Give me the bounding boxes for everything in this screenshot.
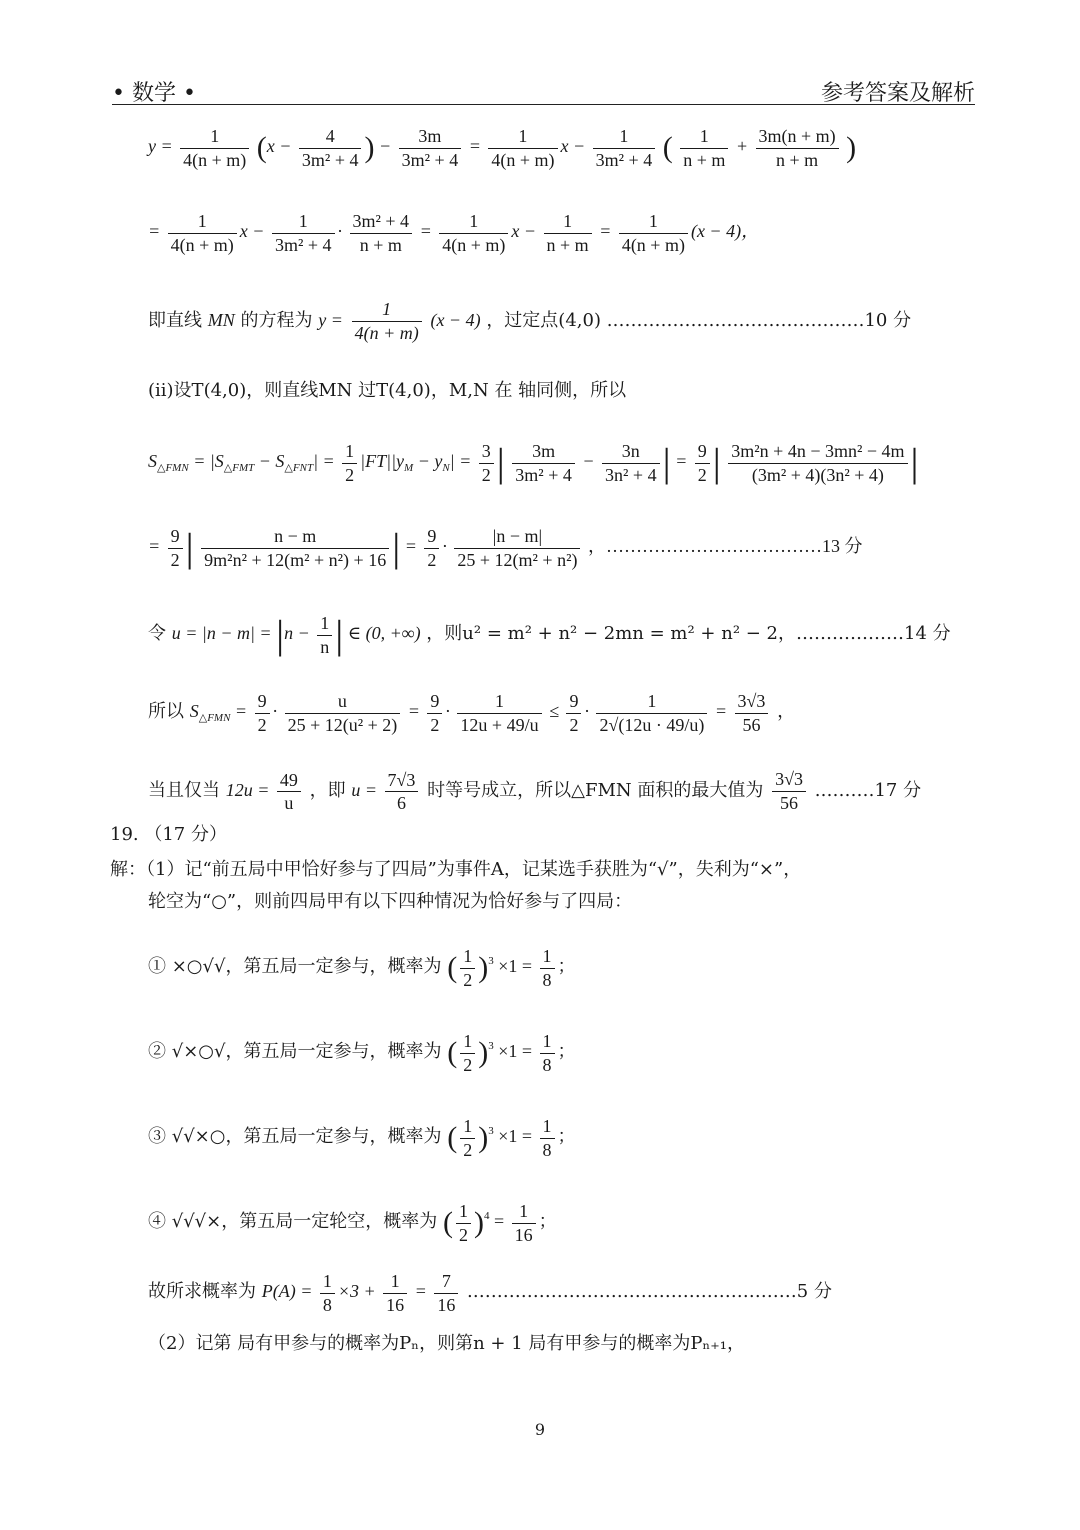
area-equation-line-2: = $\frac{9}{2}$ | $\frac{n - m}{\text{9m²n² + 12(m² + n²) + 16}}$ | = $\frac{9}{2}$ · $\frac{|n - m|}{\text{25 + 12(m² + n²)}}$ ，………………………………13 分 — [148, 525, 863, 570]
mn-label: MN — [207, 310, 235, 330]
page-number: 9 — [534, 1420, 546, 1439]
score-14: ，则u² = m² + n² − 2mn = m² + n² − 2，………………14 分 — [426, 623, 951, 645]
final-probability-line: 故所求概率为 P(A) = $\frac{1}{8}$ ×3 + $\frac{1}{16}$ = $\frac{7}{16}$ .………………………………………………5 分 — [148, 1271, 832, 1315]
part-ii-line: (ii)设T(4,0)，则直线MN 过T(4,0)，M,N 在 轴同侧，所以 — [148, 380, 627, 401]
equation-line-1: y = $\frac{1}{4(n + m)}$ (x − $\frac{4}{\text{3m² + 4}}$ ) − $\frac{3m}{\text{3m² + 4}}$ = $\frac{1}{4(n + m)}$ x − $\frac{1}{\text{3m² + 4}}$ ( $\frac{1}{n + m}$ + $\frac{3m(n + m)}{n + m}$ ) — [148, 126, 857, 170]
score-5: .………………………………………………5 分 — [467, 1281, 832, 1303]
mn-eq-tail: (x − 4) — [430, 310, 481, 330]
substitution-line: 令 u = |n − m| = |n − $\frac{1}{n}$ | ∈ (0, +∞) ，则u² = m² + n² − 2mn = m² + n² − 2，………………14 分 — [148, 612, 951, 657]
case-item: ② √×○√，第五局一定参与，概率为 ( $\frac{1}{2}$ )$^3$ ×1 = $\frac{1}{8}$ ； — [148, 1031, 576, 1075]
iff-mid2: 时等号成立，所以△FMN 面积的最大值为 — [427, 780, 764, 801]
case-item: ③ √√×○，第五局一定参与，概率为 ( $\frac{1}{2}$ )$^3$ ×1 = $\frac{1}{8}$ ； — [148, 1116, 576, 1160]
equation-line-2: = $\frac{1}{4(n + m)}$ x − $\frac{1}{\text{3m² + 4}}$ · $\frac{\text{3m² + 4}}{n + m}$ = $\frac{1}{4(n + m)}$ x − $\frac{1}{n + m}$ = $\frac{1}{4(n + m)}$ (x − 4)， — [148, 211, 760, 255]
header-subject: • 数学 • — [112, 81, 196, 106]
score-13: ，………………………………13 分 — [587, 536, 863, 557]
let-prefix: 令 — [148, 623, 166, 645]
header-title: 参考答案及解析 — [820, 81, 975, 106]
question-19-label: 19. （17 分） — [110, 824, 227, 845]
solution-intro-1: 解：（1）记“前五局中甲恰好参与了四局”为事件A，记某选手获胜为“√”，失利为“×”， — [110, 859, 802, 880]
mn-mid: 的方程为 — [240, 310, 313, 331]
final-prefix: 故所求概率为 — [148, 1281, 256, 1303]
part-2-line: （2）记第 局有甲参与的概率为Pₙ，则第n + 1 局有甲参与的概率为Pₙ₊₁， — [148, 1333, 745, 1354]
score-10: .……………………………………10 分 — [606, 310, 912, 331]
mn-passes: ，过定点(4,0) — [486, 310, 601, 331]
iff-mid: ，即 — [309, 780, 346, 801]
inequality-line: 所以 $S_{\triangle FMN}$ = $\frac{9}{2}$ · $\frac{u}{\text{25 + 12(u² + 2)}}$ = $\frac{9}{2}$ · $\frac{1}{12u + 49/u}$ ≤ $\frac{9}{2}$ · $\frac{1}{2√(12u \cdot 49/u)}$ = $\frac{3√3}{56}$ ， — [148, 691, 796, 735]
mn-equation-line: 即直线 MN 的方程为 y = $\frac{1}{4(n + m)}$ (x − 4) ，过定点(4,0) .……………………………………10 分 — [148, 299, 912, 343]
max-area-line: 当且仅当 12u = $\frac{49}{u}$ ，即 u = $\frac{7√3}{6}$ 时等号成立，所以△FMN 面积的最大值为 $\frac{3√3}{56}$ .………17 分 — [148, 769, 922, 814]
mn-prefix: 即直线 — [148, 310, 202, 331]
solution-intro-2: 轮空为“○”，则前四局甲有以下四种情况为恰好参与了四局： — [148, 891, 633, 912]
case-item: ④ √√√×，第五局一定轮空，概率为 ( $\frac{1}{2}$ )$^4$ = $\frac{1}{16}$ ； — [148, 1201, 557, 1245]
case-item: ① ×○√√，第五局一定参与，概率为 ( $\frac{1}{2}$ )$^3$ ×1 = $\frac{1}{8}$ ； — [148, 946, 576, 990]
page-header — [112, 72, 975, 105]
so-tail: ， — [777, 701, 796, 723]
so-prefix: 所以 — [148, 701, 184, 723]
area-equation-line-1: $S_{\triangle FMN} = |S_{\triangle FMT} - S_{\triangle FNT}|$ = $\frac{1}{2}$ $|FT||y_M - y_N|$ = $\frac{3}{2}$ | $\frac{3m}{\text{3m² + 4}}$ − $\frac{3n}{\text{3n² + 4}}$ | = $\frac{9}{2}$ | $\frac{\text{3m²n + 4n − 3mn² − 4m}}{\text{(3m² + 4)(3n² + 4)}}$ | — [148, 440, 919, 485]
iff-prefix: 当且仅当 — [148, 780, 220, 801]
score-17: .………17 分 — [814, 780, 922, 801]
